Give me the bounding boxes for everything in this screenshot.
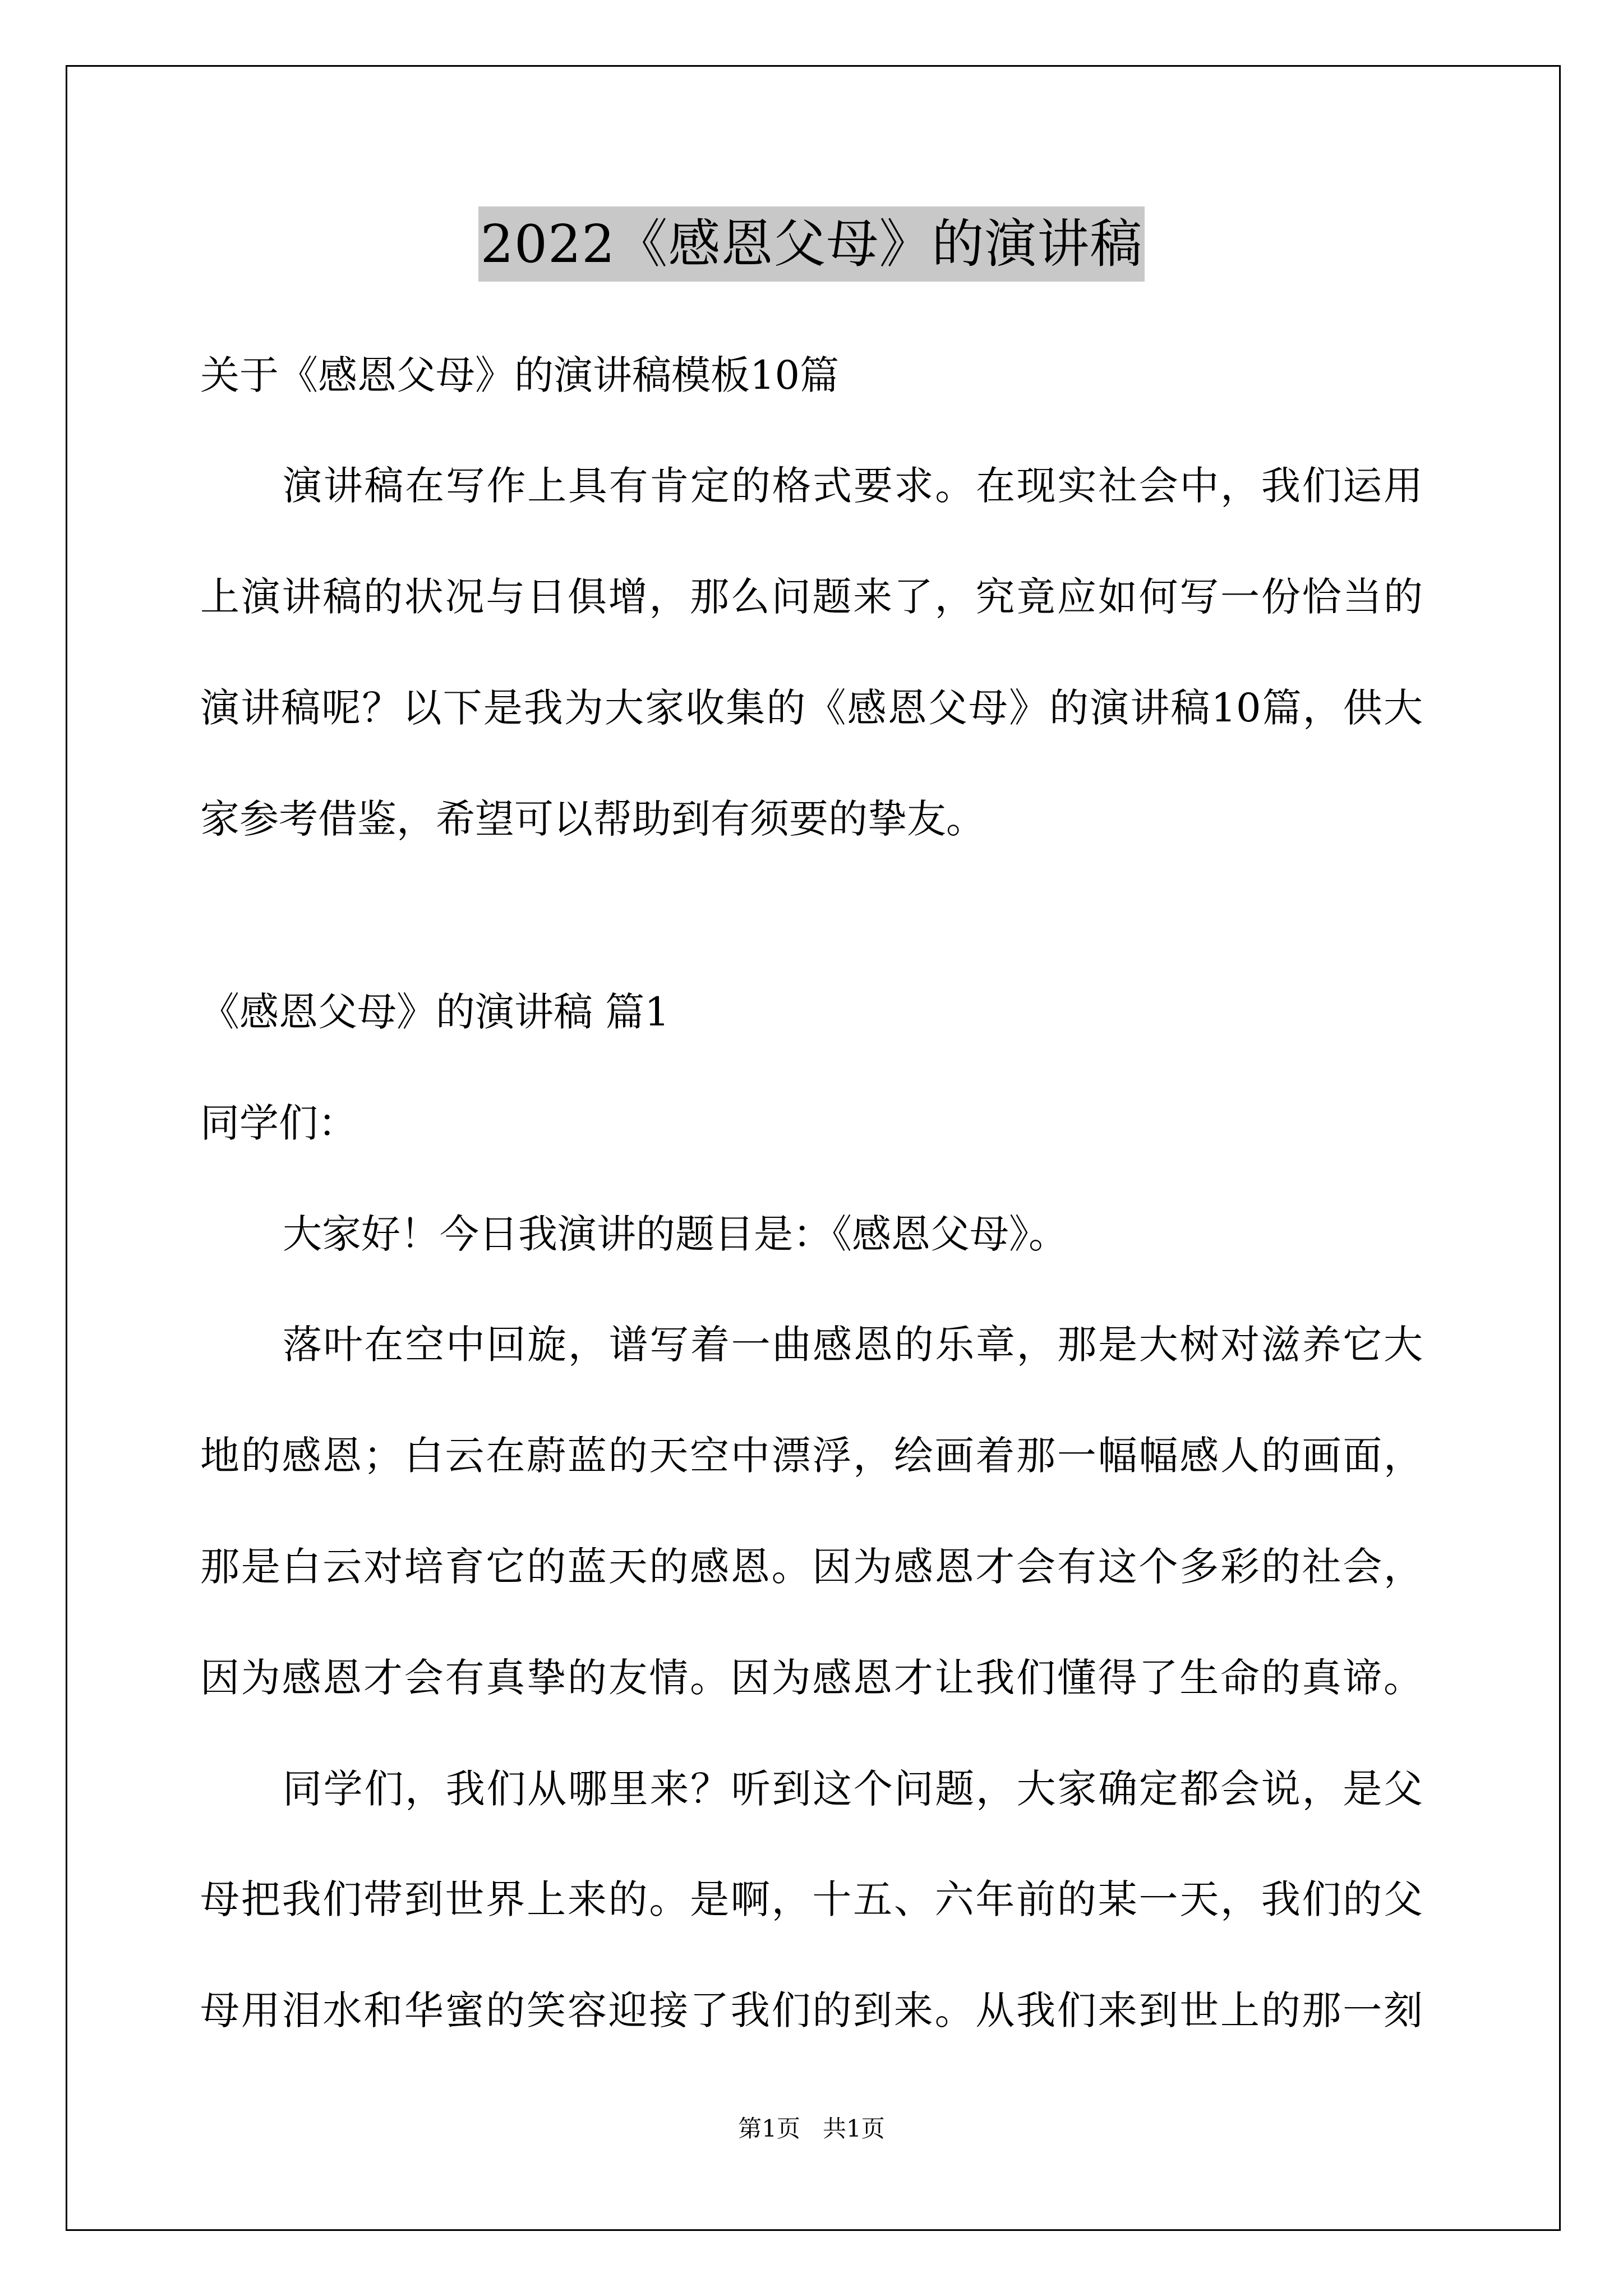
paragraph-line: 因为感恩才会有真挚的友情。因为感恩才让我们懂得了生命的真谛。 bbox=[200, 1655, 1423, 1701]
paragraph-line: 同学们，我们从哪里来？听到这个问题，大家确定都会说，是父 bbox=[283, 1766, 1423, 1812]
paragraph-line: 地的感恩；白云在蔚蓝的天空中漂浮，绘画着那一幅幅感人的画面， bbox=[200, 1433, 1423, 1479]
intro-line: 上演讲稿的状况与日俱增，那么问题来了，究竟应如何写一份恰当的 bbox=[200, 574, 1423, 620]
paragraph-line: 母用泪水和华蜜的笑容迎接了我们的到来。从我们来到世上的那一刻 bbox=[200, 1987, 1423, 2033]
document-title: 2022《感恩父母》的演讲稿 bbox=[478, 206, 1145, 282]
greeting: 大家好！今日我演讲的题目是：《感恩父母》。 bbox=[283, 1211, 1068, 1257]
page-footer: 第1页 共1页 bbox=[738, 2115, 885, 2142]
section-heading: 《感恩父母》的演讲稿 篇1 bbox=[200, 989, 670, 1035]
salutation: 同学们： bbox=[200, 1100, 357, 1146]
title-container bbox=[0, 206, 1623, 282]
intro-line: 演讲稿在写作上具有肯定的格式要求。在现实社会中，我们运用 bbox=[283, 463, 1423, 509]
paragraph-line: 母把我们带到世界上来的。是啊，十五、六年前的某一天，我们的父 bbox=[200, 1876, 1423, 1922]
paragraph-line: 落叶在空中回旋，谱写着一曲感恩的乐章，那是大树对滋养它大 bbox=[283, 1322, 1423, 1368]
intro-line: 家参考借鉴，希望可以帮助到有须要的挚友。 bbox=[200, 796, 985, 842]
document-subtitle: 关于《感恩父母》的演讲稿模板10篇 bbox=[200, 352, 840, 398]
intro-line: 演讲稿呢？以下是我为大家收集的《感恩父母》的演讲稿10篇，供大 bbox=[200, 685, 1423, 731]
paragraph-line: 那是白云对培育它的蓝天的感恩。因为感恩才会有这个多彩的社会， bbox=[200, 1544, 1423, 1590]
